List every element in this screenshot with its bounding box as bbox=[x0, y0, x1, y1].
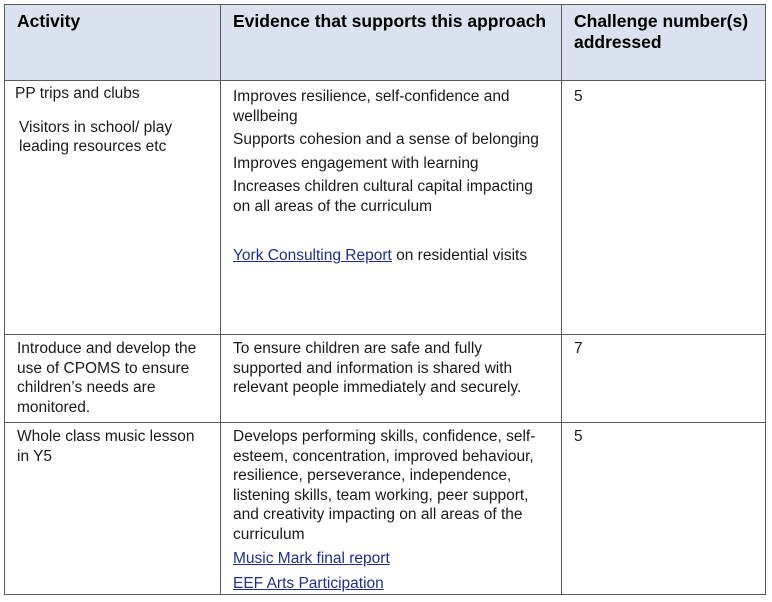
header-evidence-label: Evidence that supports this approach bbox=[233, 11, 547, 31]
activity-cell bbox=[5, 81, 221, 335]
activity-text: Whole class music lesson in Y5 bbox=[17, 428, 195, 465]
evidence-cell bbox=[221, 423, 562, 595]
table-row bbox=[5, 81, 766, 335]
evidence-cell bbox=[221, 335, 562, 423]
header-evidence bbox=[221, 5, 562, 81]
evidence-cell bbox=[221, 81, 562, 335]
challenge-cell bbox=[562, 335, 766, 423]
evidence-text: Increases children cultural capital impacting on all areas of the curriculum bbox=[233, 178, 533, 215]
evidence-reference-suffix: on residential visits bbox=[391, 247, 528, 264]
activity-text: PP trips and clubs bbox=[15, 85, 140, 102]
evidence-text: Develops performing skills, confidence, self-esteem, concentration, improved behaviour, resilience, perseverance, independence, listening skills, team working, peer support, and creativity impacting on all areas of the curriculum bbox=[233, 428, 536, 543]
york-consulting-report-link[interactable]: York Consulting Report bbox=[233, 247, 392, 264]
activity-cell bbox=[5, 335, 221, 423]
table-row bbox=[5, 335, 766, 423]
table-header-row bbox=[5, 5, 766, 81]
evidence-reference bbox=[233, 246, 549, 266]
challenge-cell bbox=[562, 81, 766, 335]
eef-arts-participation-link[interactable]: EEF Arts Participation bbox=[233, 574, 384, 592]
header-activity bbox=[5, 5, 221, 81]
challenge-cell bbox=[562, 423, 766, 595]
challenge-number: 5 bbox=[574, 88, 583, 105]
activity-cell bbox=[5, 423, 221, 595]
table-row bbox=[5, 423, 766, 595]
evidence-text: Supports cohesion and a sense of belonging bbox=[233, 131, 539, 148]
evidence-text: To ensure children are safe and fully supported and information is shared with relevant people immediately and securely. bbox=[233, 340, 522, 396]
strategy-table bbox=[4, 4, 766, 595]
header-challenge-label: Challenge number(s) addressed bbox=[574, 11, 749, 52]
activity-text: Visitors in school/ play leading resources etc bbox=[19, 118, 173, 155]
music-mark-report-link[interactable]: Music Mark final report bbox=[233, 550, 390, 567]
header-challenge bbox=[562, 5, 766, 81]
evidence-text: Improves resilience, self-confidence and wellbeing bbox=[233, 88, 510, 125]
evidence-text: Improves engagement with learning bbox=[233, 154, 479, 172]
header-activity-label: Activity bbox=[17, 11, 81, 31]
activity-text: Introduce and develop the use of CPOMS to ensure children’s needs are monitored. bbox=[17, 340, 197, 416]
challenge-number: 5 bbox=[574, 428, 583, 445]
challenge-number: 7 bbox=[574, 340, 583, 357]
